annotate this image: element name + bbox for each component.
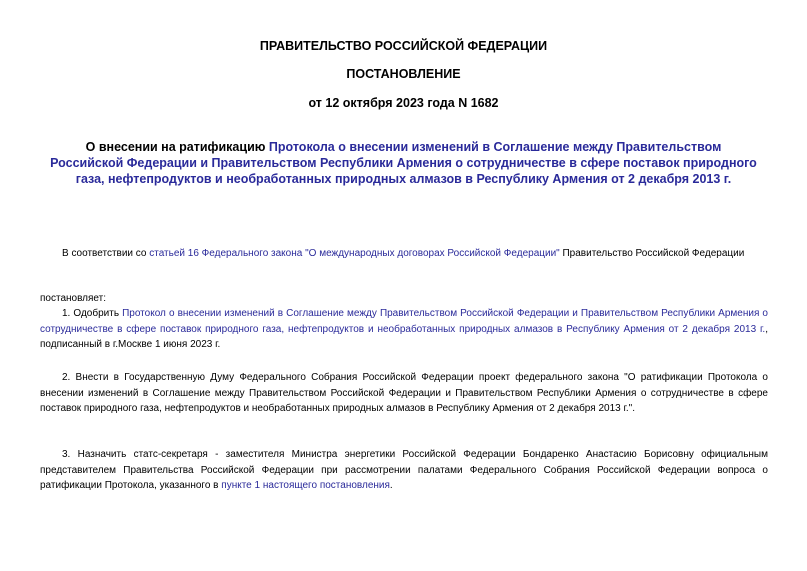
title-prefix: О внесении на ратификацию bbox=[85, 140, 269, 154]
resolves-text: постановляет: bbox=[40, 293, 107, 304]
document-title bbox=[50, 139, 757, 187]
item-3-after: . bbox=[389, 480, 393, 491]
law-article-link[interactable]: статьей 16 Федерального закона "О международных договорах Российской Федерации" bbox=[149, 248, 560, 259]
clause-1-link[interactable]: пункте 1 настоящего постановления bbox=[221, 480, 390, 491]
item-2-paragraph: 2. Внести в Государственную Думу Федерального Собрания Российской Федерации проект федерального закона "О ратификации Протокола о внесении изменений в Соглашение между Правительством Российской Федерации и Правительством Республики Армения о сотрудничестве в сфере поставок природного газа, нефтепродуктов и необработанных природных алмазов в Республику Армения от 2 декабря 2013 г.". bbox=[40, 372, 768, 414]
item-3-before: 3. Назначить статс-секретаря - заместителя Министра энергетики Российской Федерации Бондаренко Анастасию Борисовну официальным представителем Правительства Российской Федерации при рассмотрении палатами Федерального Собрания Российской Федерации вопроса о ратификации Протокола, указанного в bbox=[40, 449, 768, 491]
preamble-paragraph bbox=[40, 246, 768, 262]
item-1-paragraph bbox=[40, 306, 768, 353]
issuer-heading: ПРАВИТЕЛЬСТВО РОССИЙСКОЙ ФЕДЕРАЦИИ bbox=[259, 39, 548, 53]
date-number-heading: от 12 октября 2023 года N 1682 bbox=[308, 96, 499, 110]
preamble-before: В соответствии со bbox=[62, 248, 150, 259]
protocol-link[interactable]: Протокол о внесении изменений в Соглашение между Правительством Российской Федерации и Правительством Республики Армения о сотрудничестве в сфере поставок природного газа, нефтепродуктов и необработанных природных алмазов в Республику Армения от 2 декабря 2013 г. bbox=[40, 308, 768, 335]
item-1-after: , подписанный в г.Москве 1 июня 2023 г. bbox=[40, 323, 768, 350]
item-1-before: 1. Одобрить bbox=[62, 308, 123, 319]
document-type-heading: ПОСТАНОВЛЕНИЕ bbox=[346, 67, 461, 81]
preamble-after: Правительство Российской Федерации bbox=[559, 248, 745, 259]
item-3-paragraph bbox=[40, 447, 768, 494]
title-protocol-link[interactable]: Протокола о внесении изменений в Соглашение между Правительством Российской Федерации и Правительством Республики Армения о сотрудничестве в сфере поставок природного газа, нефтепродуктов и необработанных природных алмазов в Республику Армения от 2 декабря 2013 г. bbox=[50, 140, 757, 186]
